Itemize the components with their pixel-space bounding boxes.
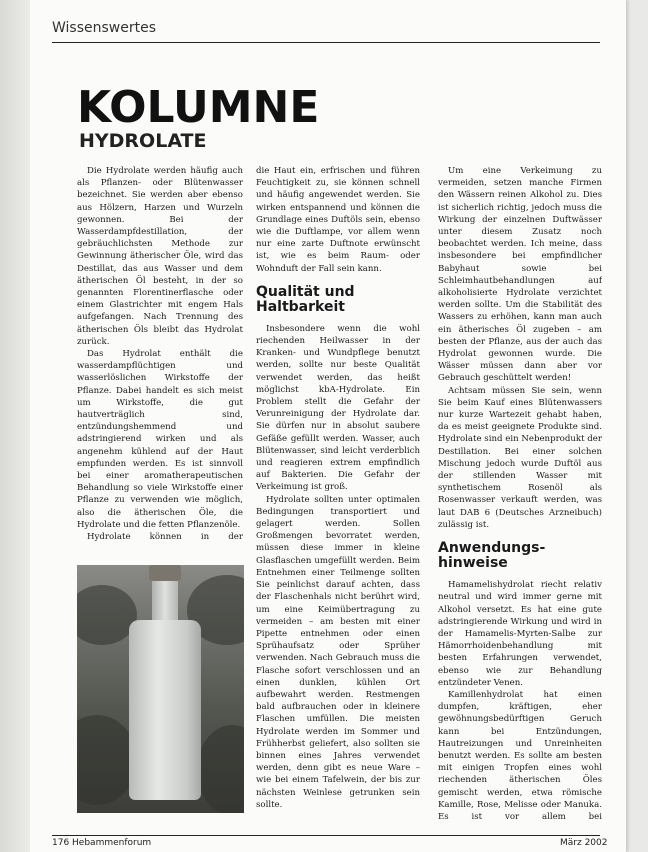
paragraph: die Haut ein, erfrischen und führen Feuchtigkeit zu, sie können schnell und häufig angewendet werden. Sie wirken entspannend und können die Grundlage eines Duftöls sein, ebenso wie die Duftlampe, vor allem wenn nur eine zarte Duftnote erwünscht ist, wie es beim Raum- oder Wohnduft der Fall sein kann.	[256, 166, 420, 274]
bottle-neck	[152, 575, 178, 625]
footer-page-number: 176 Hebammenforum	[52, 838, 152, 848]
section-heading-usage: Anwendungs-hinweise	[438, 540, 546, 572]
paragraph: Die Hydrolate werden häufig auch als Pflanzen- oder Blütenwasser bezeichnet. Sie werden aber ebenso aus Hölzern, Harzen und Wurzeln gewonnen. Bei der Wasserdampfdestillation, der gebräuchlichsten Methode zur Gewinnung ätherischer Öle, wird das Destillat, das aus Wasser und dem ätherischen Öl besteht, in der so genannten Florentinerflasche oder einem Glastrichter mit engem Hals aufgefangen. Nach Trennung des ätherischen Öls bleibt das Hydrolat zurück.	[77, 166, 243, 347]
paragraph: Um eine Verkeimung zu vermeiden, setzen manche Firmen den Wässern reinen Alkohol zu. Dies ist sicherlich richtig, jedoch muss die Wirkung der einzelnen Duftwässer unter diesem Zusatz noch beobachtet werden. Ich meine, dass insbesondere bei empfindlicher Babyhaut sowie bei Schleimhautbehandlungen auf alkoholisierte Hydrolate verzichtet werden sollte. Um die Stabilität des Wassers zu erhöhen, kann man auch ein ätherisches Öl zugeben – am besten der Pflanze, aus der auch das Hydrolat gewonnen wurde. Die Wässer müssen dann aber vor Gebrauch geschüttelt werden!	[438, 166, 602, 384]
text-column-1	[77, 165, 243, 541]
paragraph: Achtsam müssen Sie sein, wenn Sie beim Kauf eines Blütenwassers nur kurze Wartezeit gehabt haben, da es meist geeignete Produkte sind. Hydrolate sind ein Nebenprodukt der Destillation. Bei einer solchen Mischung jedoch wurde Duftöl aus der stillenden Wasser mit synthetischem Rosenöl als Rosenwasser verkauft werden, was laut DAB 6 (Deutsches Arzneibuch) zulässig ist.	[438, 385, 602, 530]
foliage-shape	[77, 715, 137, 805]
paragraph: Hamamelishydrolat riecht relativ neutral und wird immer gerne mit Alkohol versetzt. Es hat eine gute adstringierende Wirkung und wird in der Hamamelis-Myrten-Salbe zur Hämorrhoidenbehandlung mit besten Erfahrungen verwendet, ebenso wie zur Behandlung entzündeter Venen.	[438, 580, 602, 688]
bottle-cap	[149, 565, 181, 581]
paragraph: Hydrolate sollten unter optimalen Bedingungen transportiert und gelagert werden. Sollen Großmengen bevorratet werden, müssen diese immer in kleine Glasflaschen umgefüllt werden. Beim Entnehmen einer Teilmenge sollten Sie peinlichst darauf achten, dass der Flaschenhals nicht berührt wird, um eine Keimübertragung zu vermeiden – am besten mit einer Pipette entnehmen oder einen Sprühaufsatz oder Sprüher verwenden. Nach Gebrauch muss die Flasche sofort verschlossen und an einen dunklen, kühlen Ort aufbewahrt werden. Restmengen bald aufbrauchen oder in kleinere Flaschen umfüllen. Die meisten Hydrolate werden im Sommer und Frühherbst geliefert, also sollten sie binnen eines Jahres verwendet werden, denn gibt es neue Ware – wie bei einem Tafelwein, der bis zur nächsten Weinlese getrunken sein sollte.	[256, 494, 420, 810]
section-label: Wissenswertes	[52, 20, 157, 36]
article-subtitle: HYDROLATE	[79, 130, 207, 152]
paragraph: Das Hydrolat enthält die wasserdampflüchtigen und wasserlöslichen Wirkstoffe der Pflanze. Dabei handelt es sich meist um Wirkstoffe, die gut hautverträglich sind, entzündungshemmend und adstringierend wirken und als angenehm kühlend auf der Haut empfunden werden. Es ist sinnvoll bei einer aromatherapeutischen Behandlung so viele Wirkstoffe einer Pflanze zu verwenden wie möglich, also die ätherischen Öle, die Hydrolate und die fetten Pflanzenöle.	[77, 349, 243, 530]
page-spine	[0, 0, 30, 852]
top-rule	[52, 42, 600, 43]
text-column-3	[438, 165, 602, 821]
frosted-glass-bottle	[129, 620, 201, 800]
paragraph: Insbesondere wenn die wohl riechenden Heilwasser in der Kranken- und Wundpflege benutzt werden, sollte nur beste Qualität verwendet werden, das heißt möglichst kbA-Hydrolate. Ein Problem stellt die Gefahr der Verunreinigung der Hydrolate dar. Sie dürfen nur in absolut saubere Gefäße gefüllt werden. Wasser, auch Blütenwasser, sind leicht verderblich und reagieren extrem empfindlich auf Bakterien. Die Gefahr der Verkeimung ist groß.	[256, 323, 420, 493]
paragraph: Hydrolate können in der	[87, 532, 243, 541]
bottle-photo	[77, 565, 244, 813]
bottom-rule	[52, 835, 600, 836]
foliage-shape	[197, 725, 244, 813]
foliage-shape	[77, 585, 137, 645]
section-heading-quality: Qualität und Haltbarkeit	[256, 283, 355, 315]
footer-issue-date: März 2002	[560, 838, 608, 848]
text-column-2	[256, 165, 420, 821]
paragraph: Kamillenhydrolat hat einen dumpfen, kräftigen, eher gewöhnungsbedürftigen Geruch kann bei Entzündungen, Hautreizungen und Unreinheiten benutzt werden. Es sollte am besten mit einigen Tropfen eines wohl riechenden ätherischen Öles gemischt werden, etwa römische Kamille, Rose, Melisse oder Manuka. Es ist vor allem bei	[438, 689, 602, 821]
column-title: KOLUMNE	[77, 82, 320, 133]
